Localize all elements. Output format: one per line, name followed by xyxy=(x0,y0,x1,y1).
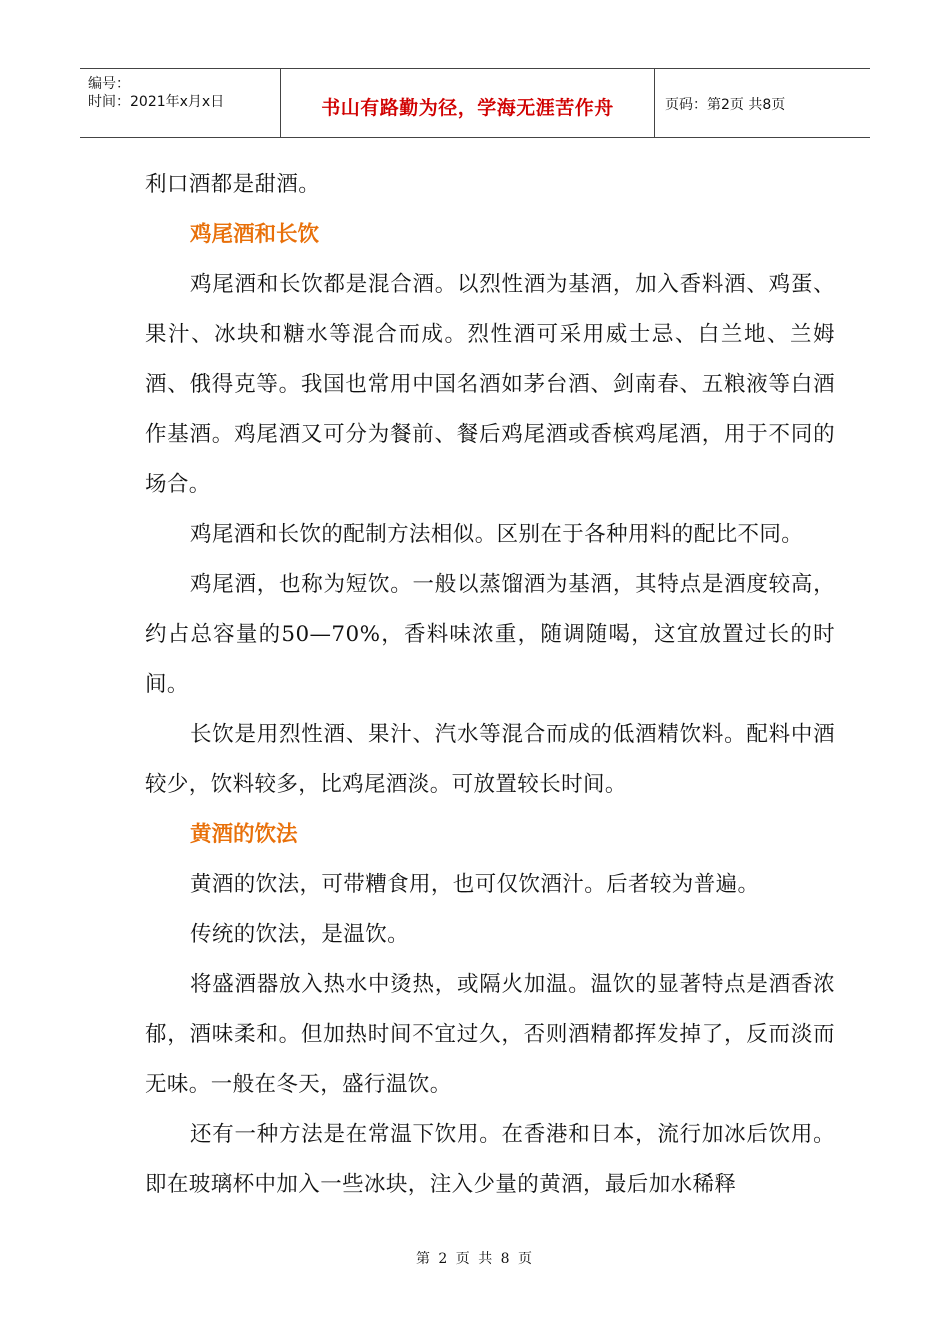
header-motto-cell xyxy=(280,69,655,137)
paragraph: 还有一种方法是在常温下饮用。在香港和日本，流行加冰后饮用。即在玻璃杯中加入一些冰块，注入少量的黄酒，最后加水稀释 xyxy=(145,1122,835,1197)
paragraph: 鸡尾酒和长饮都是混合酒。以烈性酒为基酒，加入香料酒、鸡蛋、果汁、冰块和糖水等混合而成。烈性酒可采用威士忌、白兰地、兰姆酒、俄得克等。我国也常用中国名酒如茅台酒、剑南春、五粮液等白酒作基酒。鸡尾酒又可分为餐前、餐后鸡尾酒或香槟鸡尾酒，用于不同的场合。 xyxy=(145,272,835,497)
paragraph: 长饮是用烈性酒、果汁、汽水等混合而成的低酒精饮料。配料中酒较少，饮料较多，比鸡尾酒淡。可放置较长时间。 xyxy=(145,722,835,797)
section-heading-cocktail: 鸡尾酒和长饮 xyxy=(190,222,320,247)
section-heading-yellow-wine: 黄酒的饮法 xyxy=(190,822,298,847)
paragraph: 利口酒都是甜酒。 xyxy=(145,172,321,197)
document-body xyxy=(145,160,835,1210)
paragraph: 鸡尾酒和长饮的配制方法相似。区别在于各种用料的配比不同。 xyxy=(190,522,804,547)
page-footer: 第 2 页 共 8 页 xyxy=(415,1251,535,1267)
header-page-info: 页码：第2页 共8页 xyxy=(665,97,786,113)
paragraph: 黄酒的饮法，可带糟食用，也可仅饮酒汁。后者较为普遍。 xyxy=(190,872,760,897)
header-motto: 书山有路勤为径，学海无涯苦作舟 xyxy=(321,97,614,119)
paragraph: 鸡尾酒，也称为短饮。一般以蒸馏酒为基酒，其特点是酒度较高，约占总容量的50—70%，香料味浓重，随调随喝，这宜放置过长的时间。 xyxy=(145,572,835,697)
paragraph: 传统的饮法，是温饮。 xyxy=(190,922,410,947)
document-header xyxy=(80,68,870,138)
header-page-cell xyxy=(655,69,870,137)
header-meta-cell xyxy=(80,69,280,137)
document-date: 时间：2021年x月x日 xyxy=(88,94,225,110)
paragraph: 将盛酒器放入热水中烫热，或隔火加温。温饮的显著特点是酒香浓郁，酒味柔和。但加热时间不宜过久，否则酒精都挥发掉了，反而淡而无味。一般在冬天，盛行温饮。 xyxy=(145,972,835,1097)
document-code-label: 编号： xyxy=(88,76,130,92)
